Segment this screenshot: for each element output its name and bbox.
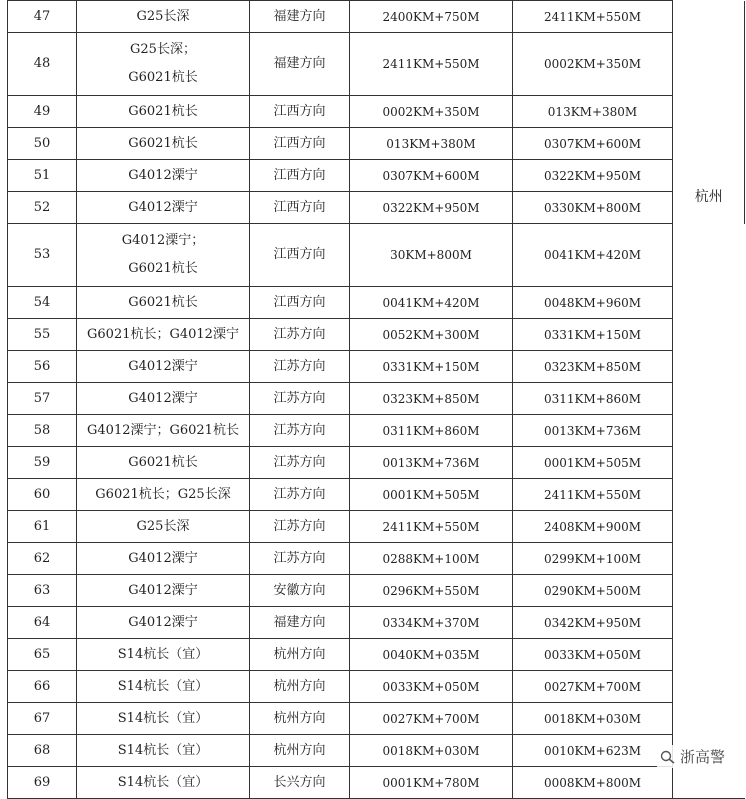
- row-number: 67: [8, 703, 77, 735]
- table-row: [8, 415, 745, 447]
- wechat-search-icon: [660, 750, 676, 764]
- direction: 福建方向: [250, 607, 350, 639]
- direction: 杭州方向: [250, 703, 350, 735]
- direction: 福建方向: [250, 1, 350, 33]
- end-stake: 0311KM+860M: [513, 383, 673, 415]
- end-stake: 0001KM+505M: [513, 447, 673, 479]
- direction: 江苏方向: [250, 511, 350, 543]
- watermark-text: 浙高警: [679, 748, 725, 766]
- end-stake: 0307KM+600M: [513, 128, 673, 160]
- direction: 江苏方向: [250, 479, 350, 511]
- road-name-line: G4012溧宁；G6021杭长: [87, 422, 239, 438]
- road-name: [77, 415, 250, 447]
- start-stake: 0027KM+700M: [350, 703, 513, 735]
- row-number: 59: [8, 447, 77, 479]
- end-stake: 0323KM+850M: [513, 351, 673, 383]
- road-name: [77, 192, 250, 224]
- road-name: [77, 160, 250, 192]
- table-row: [8, 735, 745, 767]
- row-number: 64: [8, 607, 77, 639]
- start-stake: 0311KM+860M: [350, 415, 513, 447]
- region-label: 杭州: [694, 188, 723, 205]
- table-row: [8, 575, 745, 607]
- end-stake: 0027KM+700M: [513, 671, 673, 703]
- road-name-line: S14杭长（宜）: [117, 742, 209, 758]
- row-number: 69: [8, 767, 77, 799]
- start-stake: 0334KM+370M: [350, 607, 513, 639]
- table-row: [8, 671, 745, 703]
- end-stake: 0013KM+736M: [513, 415, 673, 447]
- road-name-line: S14杭长（宜）: [117, 678, 209, 694]
- road-name-line: G25长深: [136, 518, 190, 534]
- row-number: 52: [8, 192, 77, 224]
- road-name: [77, 319, 250, 351]
- end-stake: 013KM+380M: [513, 96, 673, 128]
- start-stake: 0013KM+736M: [350, 447, 513, 479]
- road-name-line: G25长深；: [130, 42, 196, 57]
- direction: 安徽方向: [250, 575, 350, 607]
- road-name-line: G6021杭长；G25长深: [95, 486, 231, 502]
- table-row: [8, 192, 745, 224]
- road-name: [77, 351, 250, 383]
- row-number: 51: [8, 160, 77, 192]
- end-stake: 0342KM+950M: [513, 607, 673, 639]
- start-stake: 2411KM+550M: [350, 511, 513, 543]
- start-stake: 0288KM+100M: [350, 543, 513, 575]
- start-stake: 0040KM+035M: [350, 639, 513, 671]
- start-stake: 0001KM+780M: [350, 767, 513, 799]
- table-row: [8, 351, 745, 383]
- start-stake: 0307KM+600M: [350, 160, 513, 192]
- row-number: 68: [8, 735, 77, 767]
- road-name-line: G4012溧宁: [128, 582, 198, 598]
- start-stake: 0001KM+505M: [350, 479, 513, 511]
- start-stake: 30KM+800M: [350, 224, 513, 287]
- end-stake: 0048KM+960M: [513, 287, 673, 319]
- start-stake: 0033KM+050M: [350, 671, 513, 703]
- road-name: [77, 96, 250, 128]
- start-stake: 0052KM+300M: [350, 319, 513, 351]
- table-row: [8, 224, 745, 287]
- row-number: 65: [8, 639, 77, 671]
- end-stake: 0041KM+420M: [513, 224, 673, 287]
- road-name-line: G4012溧宁: [128, 550, 198, 566]
- road-name: [77, 1, 250, 33]
- table-row: [8, 33, 745, 96]
- table-row: [8, 160, 745, 192]
- road-name: [77, 671, 250, 703]
- road-name-line: G6021杭长: [128, 135, 198, 151]
- road-name-line: G4012溧宁；: [121, 233, 205, 248]
- table-row: [8, 479, 745, 511]
- road-name: [77, 607, 250, 639]
- direction: 长兴方向: [250, 767, 350, 799]
- end-stake: 2411KM+550M: [513, 479, 673, 511]
- row-number: 56: [8, 351, 77, 383]
- road-name-line: G4012溧宁: [128, 614, 198, 630]
- row-number: 63: [8, 575, 77, 607]
- row-number: 48: [8, 33, 77, 96]
- table-row: [8, 511, 745, 543]
- road-name: [77, 735, 250, 767]
- direction: 江西方向: [250, 224, 350, 287]
- start-stake: 0002KM+350M: [350, 96, 513, 128]
- road-name-line: G4012溧宁: [128, 167, 198, 183]
- start-stake: 0331KM+150M: [350, 351, 513, 383]
- road-name: [77, 224, 250, 287]
- direction: 江西方向: [250, 160, 350, 192]
- row-number: 53: [8, 224, 77, 287]
- road-name: [77, 703, 250, 735]
- direction: 江苏方向: [250, 383, 350, 415]
- road-name-line: S14杭长（宜）: [117, 646, 209, 662]
- direction: 江苏方向: [250, 319, 350, 351]
- road-name: [77, 128, 250, 160]
- direction: 江苏方向: [250, 543, 350, 575]
- row-number: 50: [8, 128, 77, 160]
- road-name: [77, 287, 250, 319]
- road-name-line: G6021杭长；G4012溧宁: [87, 326, 239, 342]
- end-stake: 0002KM+350M: [513, 33, 673, 96]
- end-stake: 0330KM+800M: [513, 192, 673, 224]
- road-name-line: G6021杭长: [128, 261, 198, 276]
- end-stake: 0322KM+950M: [513, 160, 673, 192]
- start-stake: 0296KM+550M: [350, 575, 513, 607]
- table-row: [8, 96, 745, 128]
- end-stake: 0008KM+800M: [513, 767, 673, 799]
- direction: 杭州方向: [250, 735, 350, 767]
- road-name: [77, 575, 250, 607]
- direction: 江西方向: [250, 287, 350, 319]
- row-number: 55: [8, 319, 77, 351]
- watermark: [657, 745, 728, 768]
- road-name-line: G4012溧宁: [128, 390, 198, 406]
- road-name: [77, 33, 250, 96]
- end-stake: 0018KM+030M: [513, 703, 673, 735]
- table-row: [8, 447, 745, 479]
- direction: 江西方向: [250, 96, 350, 128]
- end-stake: 0010KM+623M: [513, 735, 673, 767]
- road-name: [77, 639, 250, 671]
- road-name: [77, 383, 250, 415]
- region-name: [673, 188, 745, 799]
- start-stake: 013KM+380M: [350, 128, 513, 160]
- row-number: 49: [8, 96, 77, 128]
- end-stake: 0033KM+050M: [513, 639, 673, 671]
- road-name-line: S14杭长（宜）: [117, 710, 209, 726]
- road-name-line: G4012溧宁: [128, 358, 198, 374]
- row-number: 60: [8, 479, 77, 511]
- row-number: 57: [8, 383, 77, 415]
- direction: 江西方向: [250, 128, 350, 160]
- table-row: [8, 639, 745, 671]
- end-stake: 2408KM+900M: [513, 511, 673, 543]
- road-name-line: G4012溧宁: [128, 199, 198, 215]
- end-stake: 0290KM+500M: [513, 575, 673, 607]
- road-name-line: S14杭长（宜）: [117, 774, 209, 790]
- road-name-line: G6021杭长: [128, 454, 198, 470]
- end-stake: 0331KM+150M: [513, 319, 673, 351]
- table-row: [8, 703, 745, 735]
- road-name-line: G6021杭长: [128, 103, 198, 119]
- direction: 杭州方向: [250, 671, 350, 703]
- start-stake: 0322KM+950M: [350, 192, 513, 224]
- start-stake: 2411KM+550M: [350, 33, 513, 96]
- start-stake: 0041KM+420M: [350, 287, 513, 319]
- end-stake: 2411KM+550M: [513, 1, 673, 33]
- closure-table: [7, 0, 745, 799]
- table-row: [8, 607, 745, 639]
- row-number: 47: [8, 1, 77, 33]
- road-name-line: G6021杭长: [128, 70, 198, 85]
- row-number: 66: [8, 671, 77, 703]
- road-name: [77, 511, 250, 543]
- direction: 江苏方向: [250, 447, 350, 479]
- direction: 江苏方向: [250, 415, 350, 447]
- table-row: [8, 543, 745, 575]
- table-row: [8, 287, 745, 319]
- table-row: [8, 1, 745, 33]
- row-number: 58: [8, 415, 77, 447]
- start-stake: 2400KM+750M: [350, 1, 513, 33]
- start-stake: 0323KM+850M: [350, 383, 513, 415]
- direction: 福建方向: [250, 33, 350, 96]
- start-stake: 0018KM+030M: [350, 735, 513, 767]
- direction: 江西方向: [250, 192, 350, 224]
- road-name-line: G25长深: [136, 8, 190, 24]
- table-row: [8, 128, 745, 160]
- road-name: [77, 447, 250, 479]
- row-number: 54: [8, 287, 77, 319]
- direction: 江苏方向: [250, 351, 350, 383]
- road-name: [77, 543, 250, 575]
- end-stake: 0299KM+100M: [513, 543, 673, 575]
- row-number: 61: [8, 511, 77, 543]
- road-name: [77, 479, 250, 511]
- road-name-line: G6021杭长: [128, 294, 198, 310]
- table-row: [8, 319, 745, 351]
- row-number: 62: [8, 543, 77, 575]
- table-row: [8, 383, 745, 415]
- direction: 杭州方向: [250, 639, 350, 671]
